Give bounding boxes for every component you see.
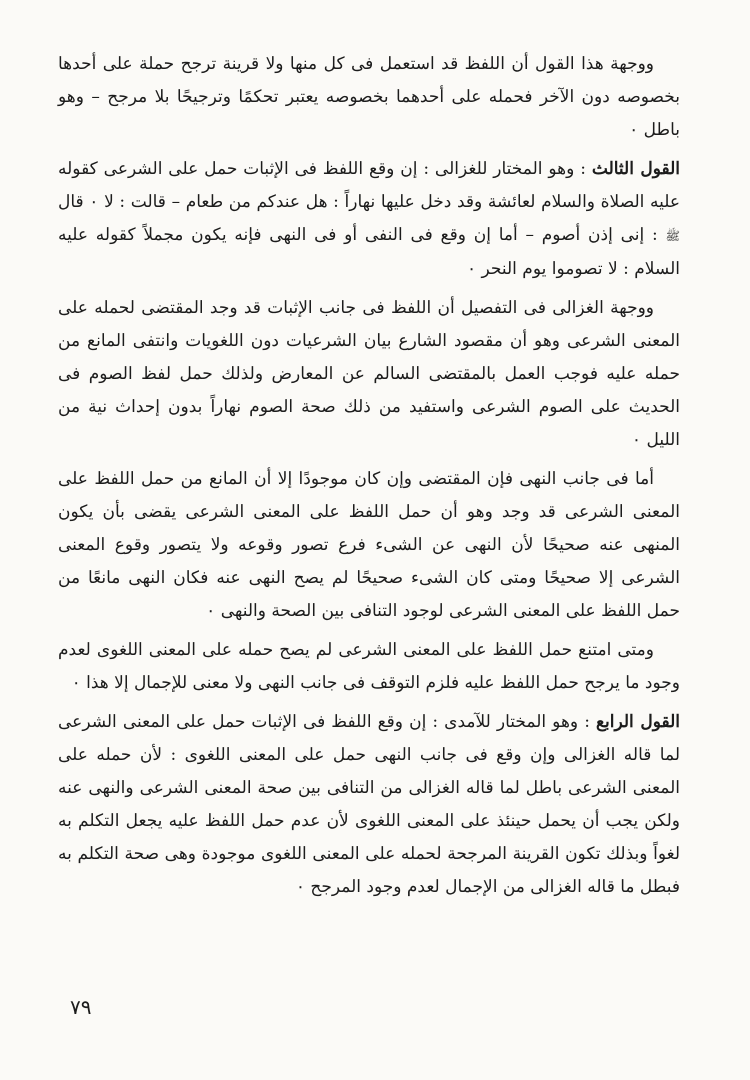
paragraph-5: ومتى امتنع حمل اللفظ على المعنى الشرعى لم يصح حمله على المعنى اللغوى لعدم وجود ما يرجح حمل اللفظ عليه فلزم التوقف فى جانب النهى ولا معنى للإجمال إلا هذا ٠ (58, 640, 680, 693)
paragraph-2-text-a: : وهو المختار للغزالى : إن وقع اللفظ فى الإثبات حمل على الشرعى كقوله عليه الصلاة والسلام لعائشة وقد دخل عليها نهاراً : هل عندكم من طعام – قالت : لا ٠ قال (58, 159, 680, 212)
paragraph-1: ووجهة هذا القول أن اللفظ قد استعمل فى كل منها ولا قرينة ترجح حملة على أحدها بخصوصه دون الآخر فحمله على أحدهما بخصوصه يعتبر تحكمًا وترجيحًا بلا مرجح – وهو باطل ٠ (58, 54, 680, 140)
paragraph-3: ووجهة الغزالى فى التفصيل أن اللفظ فى جانب الإثبات قد وجد المقتضى لحمله على المعنى الشرعى وهو أن مقصود الشارع بيان الشرعيات دون اللغويات وانتفى المانع من حمله عليه فوجب العمل بالمقتضى السالم عن المعارض ولذلك حمل لفظ الصوم فى الحديث على الصوم الشرعى واستفيد من ذلك صحة الصوم نهاراً بدون إحداث نية من الليل ٠ (58, 298, 680, 450)
paragraph-6 (58, 706, 680, 904)
paragraph-2 (58, 153, 680, 286)
heading-third-opinion: القول الثالث (591, 159, 681, 179)
paragraph-4: أما فى جانب النهى فإن المقتضى وإن كان موجودًا إلا أن المانع من حمل اللفظ على المعنى الشرعى قد وجد وهو أن حمل اللفظ على المعنى الشرعى يقضى بأن يكون المنهى عنه صحيحًا لأن النهى عن الشىء فرع تصور وقوعه ولا يتصور وقوع المعنى الشرعى إلا صحيحًا ومتى كان الشىء صحيحًا لم يصح النهى عنه فكان النهى مانعًا من حمل اللفظ على المعنى الشرعى لوجود التنافى بين الصحة والنهى ٠ (58, 469, 680, 621)
page-body (58, 48, 680, 978)
paragraph-6-text: : وهو المختار للآمدى : إن وقع اللفظ فى الإثبات حمل على المعنى الشرعى لما قاله الغزالى وإن وقع فى جانب النهى حمل على المعنى اللغوى : لأن حمله على المعنى الشرعى باطل لما قاله الغزالى من التنافى بين صحة المعنى الشرعى والنهى عنه ولكن يجب أن يحمل حينئذ على المعنى اللغوى لأن عدم حمل اللفظ عليه يجعل التكلم به لغواً وبذلك تكون القرينة المرجحة لحمله على المعنى اللغوى موجودة وهى صحة التكلم به فبطل ما قاله الغزالى من الإجمال لعدم وجود المرجح ٠ (58, 712, 680, 897)
page-number: ٧٩ (70, 995, 92, 1019)
heading-fourth-opinion: القول الرابع (596, 712, 681, 732)
honorific-glyph: ﷺ (665, 229, 680, 243)
paragraph-2-text-b: : إنى إذن أصوم – أما إن وقع فى النفى أو فى النهى فإنه يكون مجملاً كقوله عليه السلام : لا تصوموا يوم النحر ٠ (58, 225, 680, 279)
